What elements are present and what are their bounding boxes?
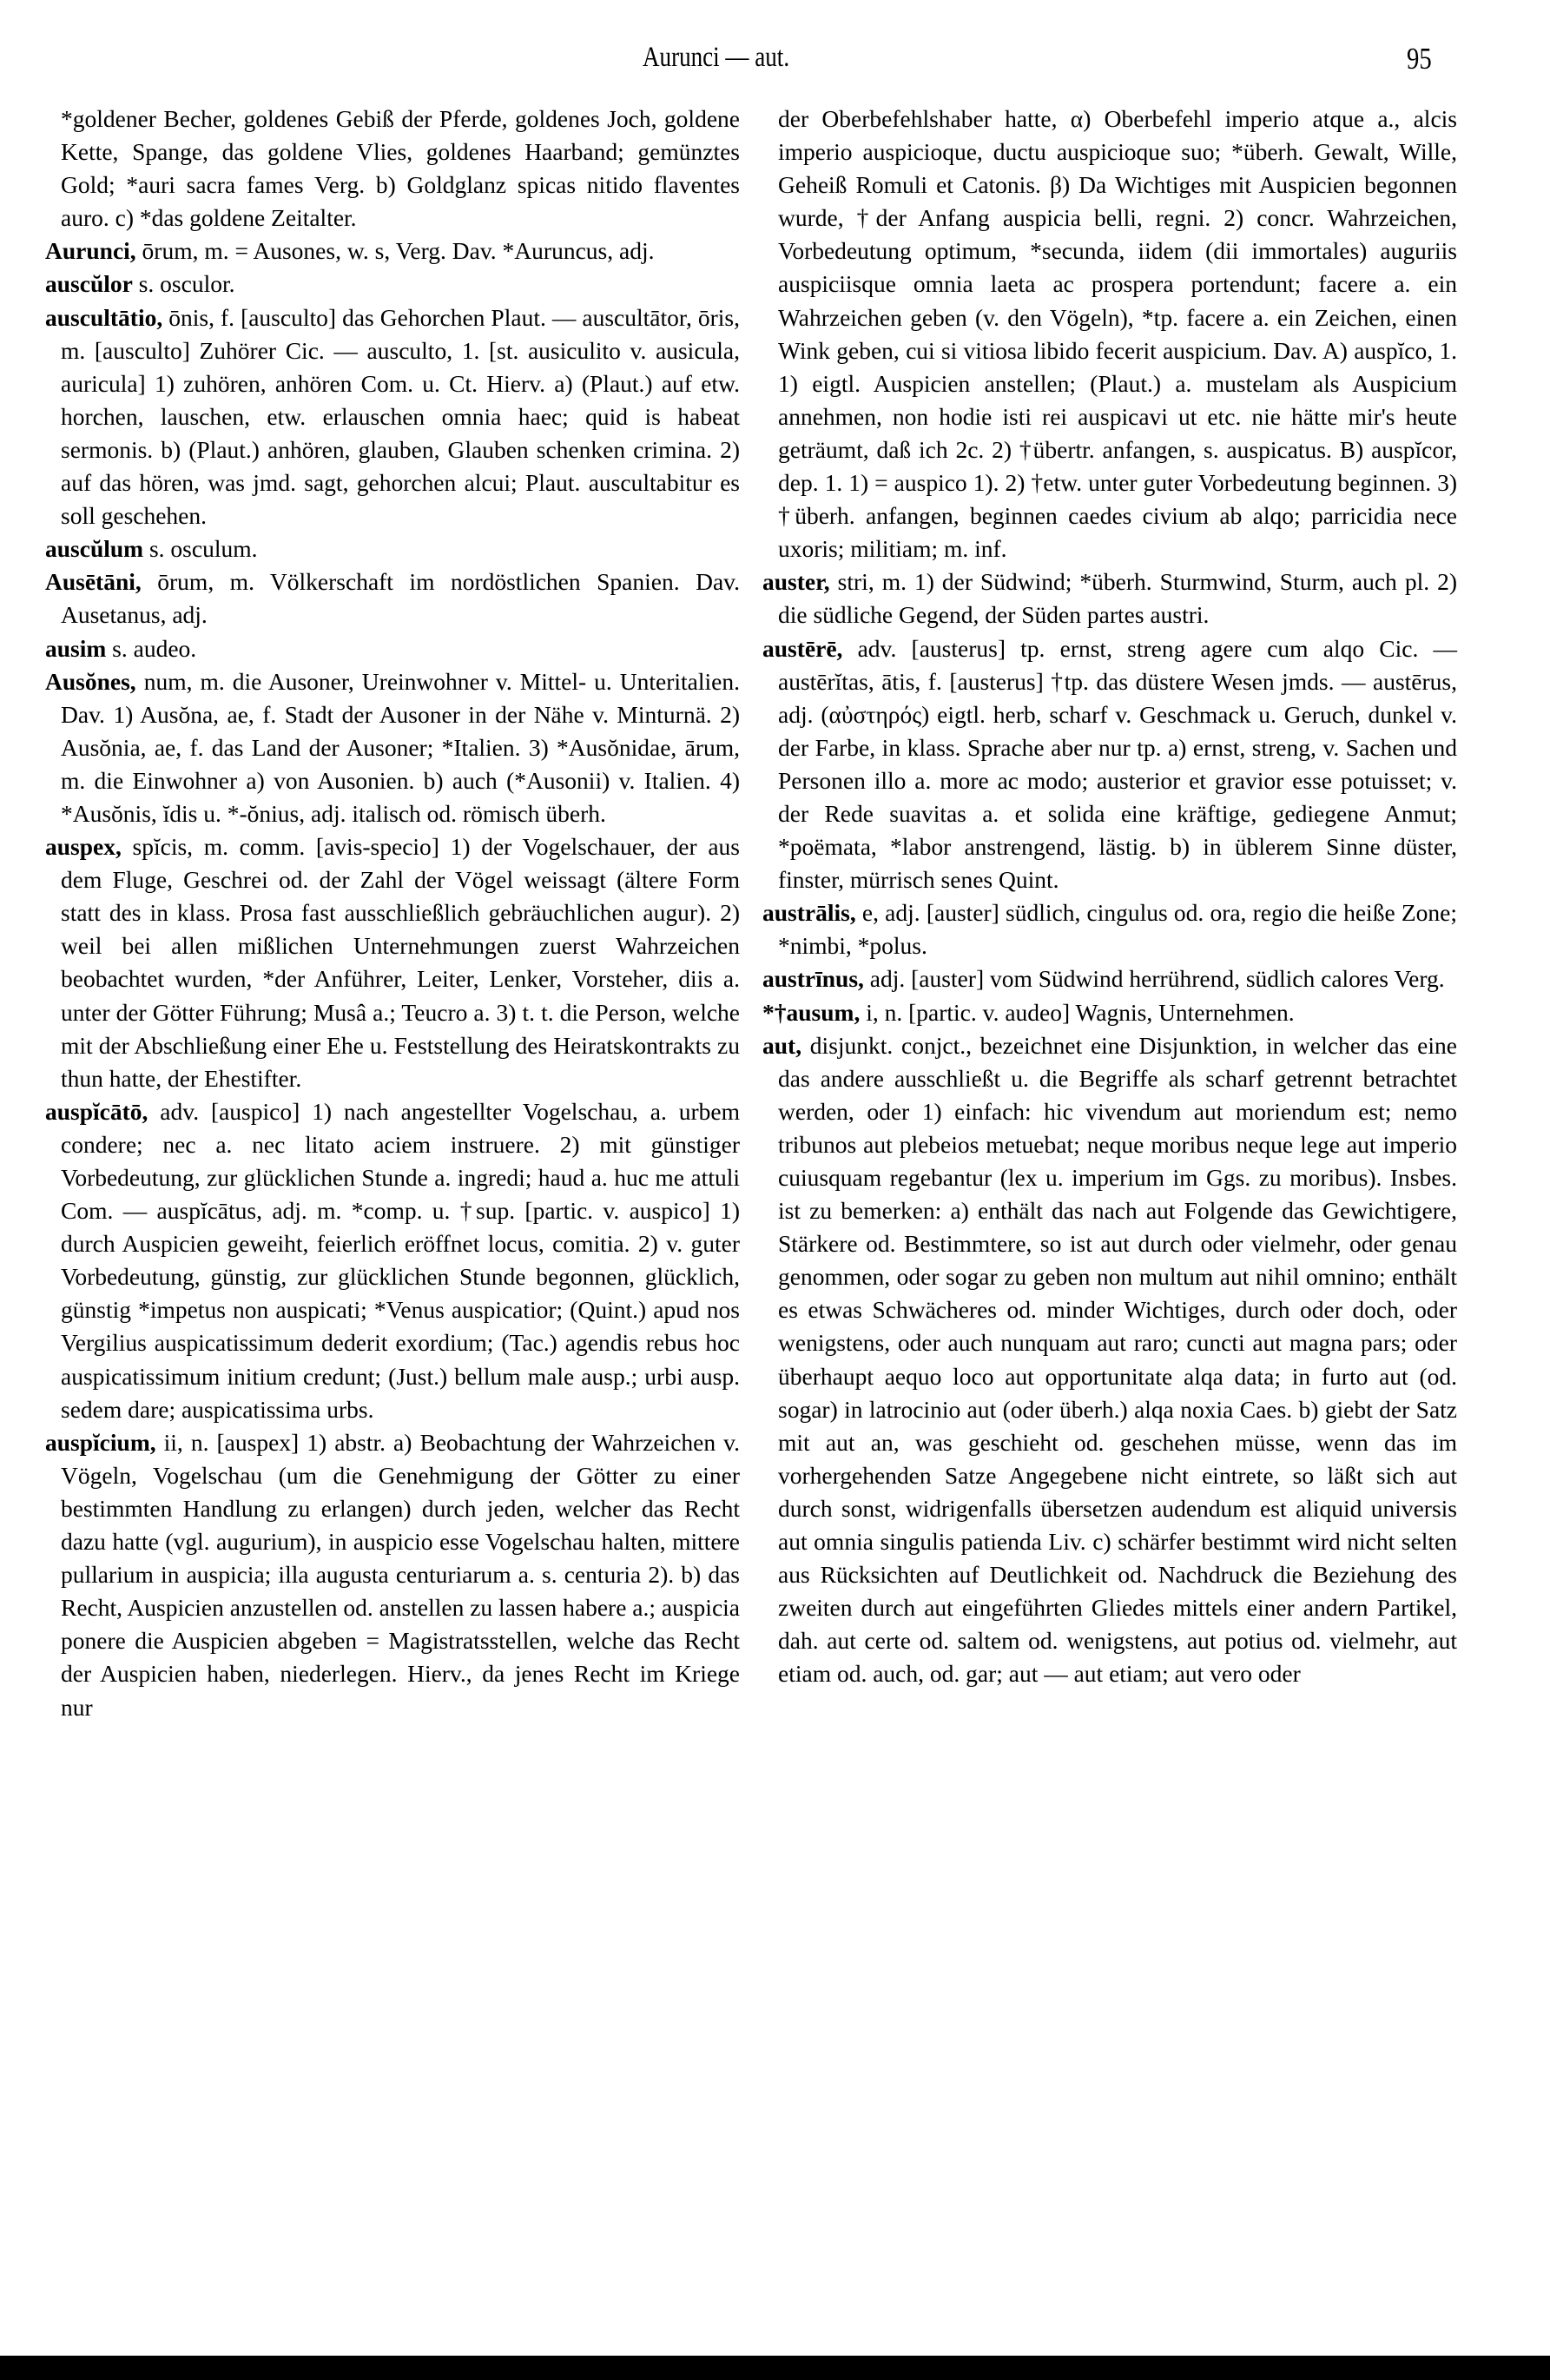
entry-body: i, n. [partic. v. audeo] Wagnis, Unternehmen. bbox=[860, 998, 1295, 1026]
dictionary-entry bbox=[45, 665, 740, 830]
left-column bbox=[45, 102, 740, 1724]
dictionary-entry bbox=[45, 830, 740, 1095]
entry-headword: Aurunci, bbox=[45, 237, 136, 265]
entry-body: adv. [auspico] 1) nach angestellter Vogelschau, a. urbem condere; nec a. nec litato aciem instruere. 2) mit günstiger Vorbedeutung, zur glücklichen Stunde a. ingredi; haud a. huc me attuli Com. — auspĭcātus, adj. m. *comp. u. †sup. [partic. v. auspico] 1) durch Auspicien geweiht, feierlich eröffnet locus, comitia. 2) v. guter Vorbedeutung, günstig, zur glücklichen Stunde begonnen, glücklich, günstig *impetus non auspicati; *Venus auspicatior; (Quint.) apud nos Vergilius auspicatissimum dederit exordium; (Tac.) agendis rebus hoc auspicatissimum initium credunt; (Just.) bellum male ausp.; urbi ausp. sedem dare; auspicatissima urbs. bbox=[61, 1097, 740, 1423]
page-number: 95 bbox=[1407, 42, 1432, 76]
entry-body: der Oberbefehlshaber hatte, α) Oberbefehl imperio atque a., alcis imperio auspicioque, ductu auspicioque suo; *überh. Gewalt, Wille, Geheiß Romuli et Catonis. β) Da Wichtiges mit Auspicien begonnen wurde, †der Anfang auspicia belli, regni. 2) concr. Wahrzeichen, Vorbedeutung optimum, *secunda, iidem (dii immortales) auguriis auspiciisque omnia laeta ac prospera portendunt; facere a. ein Wahrzeichen geben (v. den Vögeln), *tp. facere a. ein Zeichen, einen Wink geben, cui si vitiosa libido fecerit auspicium. Dav. A) auspĭco, 1. 1) eigtl. Auspicien anstellen; (Plaut.) a. mustelam als Auspicium annehmen, non hodie isti rei auspicavi ut etc. nie hätte mir's heute geträumt, daß ich 2c. 2) †übertr. anfangen, s. auspicatus. B) auspĭcor, dep. 1. 1) = auspico 1). 2) †etw. unter guter Vorbedeutung beginnen. 3) †überh. anfangen, beginnen caedes civium ab alqo; parricidia nece uxoris; militiam; m. inf. bbox=[778, 105, 1457, 563]
entry-body: s. audeo. bbox=[106, 634, 197, 662]
entry-headword: auspex, bbox=[45, 833, 122, 861]
entry-headword: auscŭlor bbox=[45, 270, 133, 298]
entry-headword: ausim bbox=[45, 634, 107, 662]
dictionary-entry bbox=[45, 1426, 740, 1724]
scan-edge-bar bbox=[0, 2356, 1550, 2380]
entry-headword: Ausētāni, bbox=[45, 568, 142, 596]
entry-headword: austrīnus, bbox=[762, 965, 864, 993]
entry-headword: *†ausum, bbox=[762, 998, 861, 1026]
entry-body: stri, m. 1) der Südwind; *überh. Sturmwind, Sturm, auch pl. 2) die südliche Gegend, der Süden partes austri. bbox=[778, 568, 1457, 629]
entry-body: e, adj. [auster] südlich, cingulus od. ora, regio die heiße Zone; *nimbi, *polus. bbox=[778, 899, 1457, 960]
page-header bbox=[0, 42, 1550, 85]
entry-headword: auster, bbox=[762, 568, 830, 596]
entry-body: ōnis, f. [ausculto] das Gehorchen Plaut. — auscultātor, ōris, m. [ausculto] Zuhörer Cic. — ausculto, 1. [st. ausiculito v. ausicula, auricula] 1) zuhören, anhören Com. u. Ct. Hierv. a) (Plaut.) auf etw. horchen, lauschen, etw. erlauschen omnia haec; quid is habeat sermonis. b) (Plaut.) anhören, glauben, Glauben schenken crimina. 2) auf das hören, was jmd. sagt, gehorchen alcui; Plaut. auscultabitur es soll geschehen. bbox=[61, 303, 740, 530]
entry-body: ii, n. [auspex] 1) abstr. a) Beobachtung der Wahrzeichen v. Vögeln, Vogelschau (um die Genehmigung der Götter zu einer bestimmten Handlung zu erlangen) durch jeden, welcher das Recht dazu hatte (vgl. augurium), in auspicio esse Vogelschau halten, mittere pullarium in auspicia; illa augusta centuriarum a. s. centuria 2). b) das Recht, Auspicien anzustellen od. anstellen zu lassen habere a.; auspicia ponere die Auspicien abgeben = Magistratsstellen, welche das Recht der Auspicien haben, niederlegen. Hierv., da jenes Recht im Kriege nur bbox=[61, 1428, 740, 1721]
dictionary-entry bbox=[45, 632, 740, 665]
entry-body: ōrum, m. = Ausones, w. s, Verg. Dav. *Auruncus, adj. bbox=[135, 237, 655, 265]
running-title: Aurunci — aut. bbox=[643, 42, 790, 73]
entry-body: disjunkt. conjct., bezeichnet eine Disjunktion, in welcher das eine das andere ausschließt u. die Begriffe als scharf getrennt betrachtet werden, oder 1) einfach: hic vivendum aut moriendum est; nemo tribunos aut plebeios metuebat; neque moribus neque lege aut imperio cuiusquam regebantur (lex u. imperium im Ggs. zu moribus). Insbes. ist zu bemerken: a) enthält das nach aut Folgende das Gewichtigere, Stärkere od. Bestimmtere, so ist aut durch oder vielmehr, oder genau genommen, oder sogar zu geben non multum aut nihil omnino; enthält es etwas Schwächeres od. minder Wichtiges, durch oder doch, oder wenigstens, oder auch nunquam aut raro; cuncti aut magna pars; oder überhaupt aequo loco aut opportunitate alqa data; in furto aut (od. sogar) in latrocinio aut (oder überh.) alqa noxia Caes. b) giebt der Satz mit aut an, was geschieht od. geschehen müsse, wenn das im vorhergehenden Satze Angegebene nicht eintrete, so läßt sich aut durch sonst, widrigenfalls übersetzen audendum est aliquid universis aut omnia singulis patienda Liv. c) schärfer bestimmt wird nicht selten aus Rücksichten auf Deutlichkeit od. Nachdruck die Beziehung des zweiten durch aut eingeführten Gliedes mittels einer andern Partikel, dah. aut certe od. saltem od. wenigstens, aut potius od. vielmehr, aut etiam od. auch, od. gar; aut — aut etiam; aut vero oder bbox=[778, 1031, 1457, 1688]
dictionary-entry bbox=[45, 532, 740, 565]
dictionary-entry bbox=[762, 1029, 1457, 1691]
entry-headword: austrālis, bbox=[762, 899, 856, 927]
dictionary-entry bbox=[45, 268, 740, 301]
entry-headword: auspĭcātō, bbox=[45, 1097, 148, 1125]
dictionary-entry bbox=[762, 896, 1457, 962]
entry-body: ōrum, m. Völkerschaft im nordöstlichen Spanien. Dav. Ausetanus, adj. bbox=[61, 568, 740, 629]
entry-headword: austērē, bbox=[762, 634, 843, 662]
entry-body: s. osculor. bbox=[132, 270, 235, 298]
entry-body: *goldener Becher, goldenes Gebiß der Pferde, goldenes Joch, goldene Kette, Spange, das goldene Vlies, goldenes Haarband; gemünztes Gold; *auri sacra fames Verg. b) Goldglanz spicas nitido flaventes auro. c) *das goldene Zeitalter. bbox=[61, 105, 740, 232]
entry-headword: Ausŏnes, bbox=[45, 667, 136, 695]
dictionary-entry bbox=[762, 102, 1457, 565]
entry-headword: aut, bbox=[762, 1031, 802, 1059]
entry-headword: auscŭlum bbox=[45, 535, 144, 563]
entry-body: s. osculum. bbox=[143, 535, 258, 563]
entry-body: adv. [austerus] tp. ernst, streng agere cum alqo Cic. — austērĭtas, ātis, f. [austerus] †tp. das düstere Wesen jmds. — austērus, adj. (αὐστηρός) eigtl. herb, scharf v. Geschmack u. Geruch, dunkel v. der Farbe, in klass. Sprache aber nur tp. a) ernst, streng, v. Sachen und Personen illo a. more ac modo; austerior et gravior esse potuisset; v. der Rede suavitas a. et solida eine kräftige, gediegene Anmut; *poëmata, *labor anstrengend, lästig. b) in üblerem Sinne düster, finster, mürrisch senes Quint. bbox=[778, 634, 1457, 894]
entry-headword: auscultātio, bbox=[45, 303, 163, 331]
dictionary-entry bbox=[762, 632, 1457, 897]
right-column bbox=[762, 102, 1457, 1691]
entry-headword: auspĭcium, bbox=[45, 1428, 156, 1456]
dictionary-entry bbox=[762, 996, 1457, 1029]
dictionary-entry bbox=[45, 565, 740, 631]
dictionary-entry bbox=[45, 102, 740, 235]
dictionary-entry bbox=[45, 235, 740, 268]
dictionary-entry bbox=[762, 962, 1457, 995]
entry-body: num, m. die Ausoner, Ureinwohner v. Mittel- u. Unteritalien. Dav. 1) Ausŏna, ae, f. Stadt der Ausoner in der Nähe v. Minturnä. 2) Ausŏnia, ae, f. das Land der Ausoner; *Italien. 3) *Ausŏnidae, ārum, m. die Einwohner a) von Ausonien. b) auch (*Ausonii) v. Italien. 4) *Ausŏnis, ĭdis u. *-ŏnius, adj. italisch od. römisch überh. bbox=[61, 667, 740, 827]
dictionary-entry bbox=[45, 301, 740, 533]
dictionary-entry bbox=[45, 1095, 740, 1426]
entry-body: spĭcis, m. comm. [avis-specio] 1) der Vogelschauer, der aus dem Fluge, Geschrei od. der Zahl der Vögel weissagt (ältere Form statt des in klass. Prosa fast ausschließlich gebräuchlichen augur). 2) weil bei allen mißlichen Unternehmungen zuerst Wahrzeichen beobachtet wurden, *der Anführer, Leiter, Lenker, Vorsteher, diis a. unter der Götter Führung; Musâ a.; Teucro a. 3) t. t. die Person, welche mit der Abschließung einer Ehe u. Feststellung des Heiratskontrakts zu thun hatte, der Ehestifter. bbox=[61, 833, 740, 1092]
entry-body: adj. [auster] vom Südwind herrührend, südlich calores Verg. bbox=[863, 965, 1445, 993]
dictionary-entry bbox=[762, 565, 1457, 631]
